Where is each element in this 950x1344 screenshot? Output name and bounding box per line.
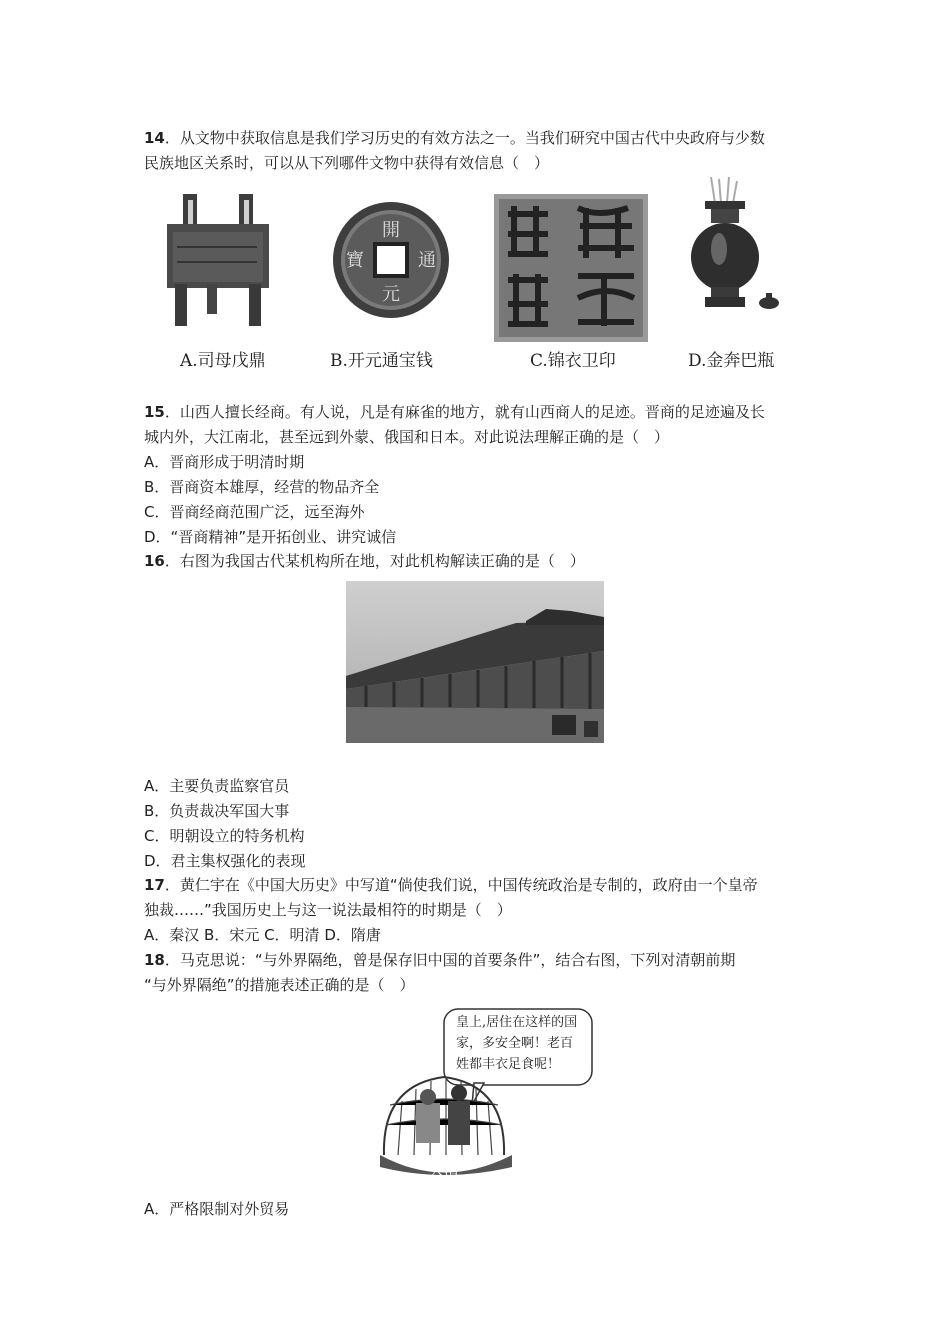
q17-options: A．秦汉 B．宋元 C．明清 D．隋唐 (144, 926, 381, 944)
caption-d: D.金奔巴瓶 (688, 351, 775, 371)
kaiyuan-coin-image (331, 192, 451, 328)
coin-char-bottom: 元 (382, 284, 400, 305)
caption-c: C.锦衣卫印 (530, 351, 616, 371)
q18-line1 (144, 950, 735, 970)
q16-number: 16 (144, 552, 165, 570)
q15-option-d: D．“晋商精神”是开拓创业、讲究诚信 (144, 528, 397, 546)
q15-option-b: B．晋商资本雄厚，经营的物品齐全 (144, 478, 380, 496)
coin-char-left: 寶 (346, 250, 364, 271)
q14-number: 14 (144, 129, 165, 147)
q16-option-c: C．明朝设立的特务机构 (144, 827, 305, 845)
caption-b: B.开元通宝钱 (330, 351, 433, 371)
q15-number: 15 (144, 403, 165, 421)
bubble-line2: 家，多安全啊！老百 (456, 1036, 574, 1051)
q14-line2: 民族地区关系时，可以从下列哪件文物中获得有效信息（ ） (144, 154, 550, 172)
q15-option-c: C．晋商经商范围广泛，远至海外 (144, 503, 365, 521)
q18-text1: ．马克思说：“与外界隔绝，曾是保存旧中国的首要条件”，结合右图，下列对清朝前期 (164, 951, 736, 969)
q16-option-d: D．君主集权强化的表现 (144, 852, 306, 870)
q15-line2: 城内外，大江南北，甚至远到外蒙、俄国和日本。对此说法理解正确的是（ ） (144, 428, 670, 446)
q18-line2: “与外界隔绝”的措施表述正确的是（ ） (144, 976, 415, 994)
caption-a: A.司母戊鼎 (180, 351, 266, 371)
golden-vase-image (685, 175, 785, 315)
q16-option-b: B．负责裁决军国大事 (144, 802, 290, 820)
q18-number: 18 (144, 951, 165, 969)
cage-label: 大清 (428, 1161, 460, 1179)
seal-image (494, 194, 648, 342)
coin-char-top: 開 (382, 220, 400, 241)
q17-line2: 独裁……”我国历史上与这一说法最相符的时期是（ ） (144, 901, 512, 919)
bubble-line1: 皇上,居住在这样的国 (456, 1015, 578, 1030)
bronze-ding-image (163, 192, 273, 328)
q16-option-a: A．主要负责监察官员 (144, 777, 290, 795)
q14-line1 (144, 128, 765, 148)
q18-option-a: A．严格限制对外贸易 (144, 1200, 290, 1218)
q15-text1: ．山西人擅长经商。有人说，凡是有麻雀的地方，就有山西商人的足迹。晋商的足迹遍及长 (164, 403, 765, 421)
q17-line1 (144, 875, 758, 895)
q15-line1 (144, 402, 765, 422)
q17-text1: ．黄仁宇在《中国大历史》中写道“倘使我们说，中国传统政治是专制的，政府由一个皇帝 (164, 876, 758, 894)
q16-text1: ．右图为我国古代某机构所在地，对此机构解读正确的是（ ） (164, 552, 585, 570)
coin-char-right: 通 (418, 250, 436, 271)
q14-text1: ．从文物中获取信息是我们学习历史的有效方法之一。当我们研究中国古代中央政府与少数 (164, 129, 765, 147)
q17-number: 17 (144, 876, 165, 894)
q16-line1 (144, 551, 585, 571)
bubble-line3: 姓都丰衣足食呢！ (456, 1057, 561, 1072)
building-photo (346, 581, 604, 743)
q15-option-a: A．晋商形成于明清时期 (144, 453, 305, 471)
